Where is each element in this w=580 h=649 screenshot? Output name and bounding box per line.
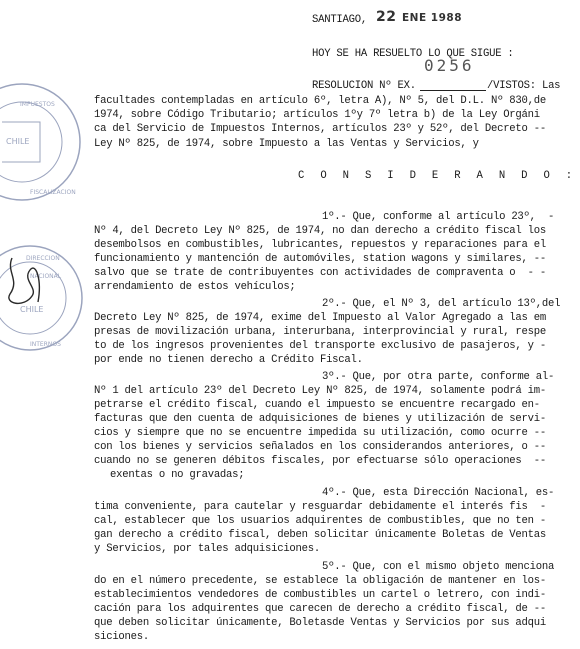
svg-text:IMPUESTOS: IMPUESTOS	[20, 101, 55, 108]
paragraph-3-line: cuando no se generen débitos fiscales, por efectuarse sólo operaciones --	[94, 455, 546, 467]
body-line: ca del Servicio de Impuestos Internos, artículos 23º y 52º, del Decreto --	[94, 123, 546, 135]
paragraph-1-line: 1º.- Que, conforme al artículo 23º, -	[322, 211, 555, 223]
stamp-date-month-year: ENE 1988	[402, 12, 463, 24]
paragraph-2-line: 2º.- Que, el Nº 3, del artículo 13º,del	[322, 298, 561, 310]
paragraph-3-line: Nº 1 del artículo 23º del Decreto Ley Nº 825, de 1974, solamente podrá im-	[94, 385, 546, 397]
paragraph-5-line: establecimientos vendedores de combustibles un cartel o letrero, con indi-	[94, 589, 546, 601]
vistos-label: /VISTOS: Las	[487, 80, 561, 92]
paragraph-3-line: petrarse el crédito fiscal, cuando el impuesto se encuentre recargado en-	[94, 399, 540, 411]
paragraph-2-line: to de los ingresos provenientes del transporte exclusivo de pasajeros, y -	[94, 340, 546, 352]
paragraph-4-line: y Servicios, por tales adquisiciones.	[94, 543, 320, 555]
paragraph-5-line: siciones.	[94, 631, 149, 643]
resolved-heading: HOY SE HA RESUELTO LO QUE SIGUE :	[312, 48, 514, 60]
paragraph-5-line: do en el número precedente, se establece la obligación de mantener en los-	[94, 575, 546, 587]
paragraph-1-line: Nº 4, del Decreto Ley Nº 825, de 1974, no dan derecho a crédito fiscal los	[94, 225, 546, 237]
svg-text:NACIONAL: NACIONAL	[30, 273, 62, 280]
svg-text:CHILE: CHILE	[6, 137, 30, 146]
paragraph-4-line: cal, establecer que los usuarios adquirentes de combustibles, que no ten -	[94, 515, 546, 527]
svg-text:CHILE: CHILE	[20, 305, 44, 314]
paragraph-5-line: 5º.- Que, con el mismo objeto menciona	[322, 561, 555, 573]
handwritten-signature	[2, 250, 52, 320]
resolution-number: 0256	[424, 56, 475, 75]
paragraph-1-line: desembolsos en combustibles, lubricantes, repuestos y reparaciones para el	[94, 239, 546, 251]
paragraph-3-line: cios y siempre que no se encuentre impedida su utilización, como ocurre --	[94, 427, 546, 439]
paragraph-5-line: cación para los adquirentes que carecen de derecho a crédito fiscal, de --	[94, 603, 546, 615]
body-line: facultades contempladas en artículo 6º, letra A), Nº 5, del D.L. Nº 830,de	[94, 95, 546, 107]
paragraph-5-line: que deben solicitar únicamente, Boletasde Ventas y Servicios por sus adqui	[94, 617, 546, 629]
paragraph-4-line: 4º.- Que, esta Dirección Nacional, es-	[322, 487, 555, 499]
svg-text:DIRECCION: DIRECCION	[26, 255, 60, 262]
paragraph-2-line: por ende no tienen derecho a Crédito Fiscal.	[94, 354, 363, 366]
resolution-number-blank	[420, 80, 486, 91]
paragraph-3-line: 3º.- Que, por otra parte, conforme al-	[322, 371, 555, 383]
svg-text:INTERNOS: INTERNOS	[30, 341, 61, 348]
resolution-label: RESOLUCION Nº EX.	[312, 80, 416, 92]
official-seal-top	[0, 82, 90, 202]
city-label: SANTIAGO,	[312, 14, 367, 26]
paragraph-3-line: facturas que den cuenta de adquisiciones de bienes y utilización de servi-	[94, 413, 546, 425]
body-line: 1974, sobre Código Tributario; artículos 1ºy 7º letra b) de la Ley Orgáni	[94, 109, 540, 121]
body-line: Ley Nº 825, de 1974, sobre Impuesto a las Ventas y Servicios, y	[94, 138, 479, 150]
paragraph-1-line: salvo que se trate de contribuyentes con actividades de compraventa o - -	[94, 267, 546, 279]
paragraph-1-line: funcionamiento y mantención de automóviles, station wagons y similares, --	[94, 253, 546, 265]
paragraph-3-line: exentas o no gravadas;	[110, 469, 245, 481]
paragraph-4-line: gan derecho a crédito fiscal, deben solicitar únicamente Boletas de Ventas	[94, 529, 546, 541]
paragraph-2-line: Decreto Ley Nº 825, de 1974, exime del Impuesto al Valor Agregado a las em	[94, 312, 546, 324]
svg-text:FISCALIZACION: FISCALIZACION	[30, 189, 76, 196]
stamp-date-day: 22	[376, 9, 397, 25]
paragraph-2-line: presas de movilización urbana, interurbana, interprovincial y rural, respe	[94, 326, 546, 338]
considerando-heading: C O N S I D E R A N D O :	[298, 170, 577, 182]
paragraph-1-line: arrendamiento de estos vehículos;	[94, 281, 296, 293]
paragraph-4-line: tima conveniente, para cautelar y resguardar debidamente el interés fis -	[94, 501, 546, 513]
paragraph-3-line: con los bienes y servicios señalados en los considerandos anteriores, o --	[94, 441, 546, 453]
